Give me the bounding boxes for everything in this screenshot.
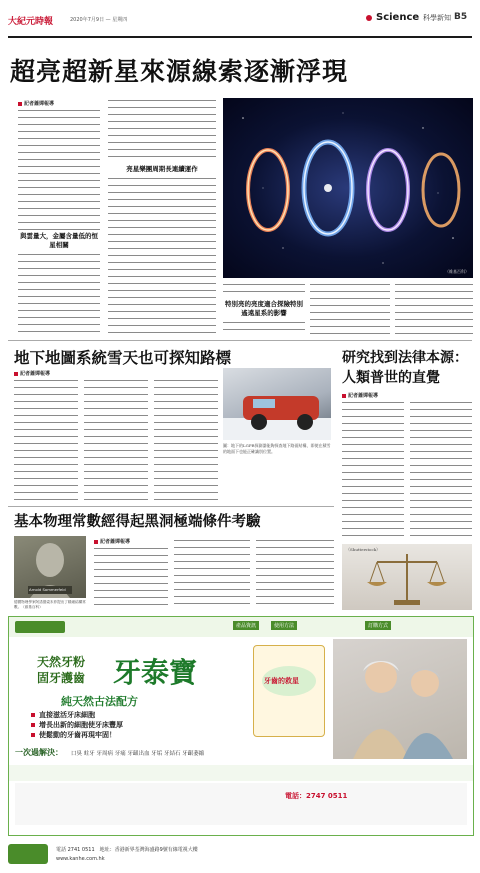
article2-caption: 圖：地下的LGPR探測器能夠探查地下路面結構，即使在積雪的地面下也能正確識別位置。 <box>223 443 331 454</box>
main-text-column-1b <box>18 254 100 334</box>
page-footer <box>8 840 472 868</box>
article2-column-3 <box>154 380 218 500</box>
ad-bullet-3: 使鬆動的牙齒再現牢固！ <box>39 730 116 739</box>
bullet-icon <box>31 733 35 737</box>
main-headline: 超亮超新星來源線索逐漸浮現 <box>10 57 349 86</box>
ad-order-button[interactable]: 訂購方式 <box>365 621 391 630</box>
section-divider <box>8 340 472 341</box>
product-box <box>253 645 325 737</box>
article4-column-1 <box>94 548 168 606</box>
article4-headline: 基本物理常數經得起黑洞極端條件考驗 <box>14 513 261 530</box>
toothpowder-advertisement <box>8 616 474 836</box>
article3-byline: 記者蕭嬋報導 <box>342 392 378 399</box>
supernova-illustration <box>223 98 473 278</box>
bullet-icon <box>31 713 35 717</box>
supernova-photo <box>223 98 473 278</box>
product-box-label: 牙齒的救星 <box>264 676 299 685</box>
ad-phone: 電話：2747 0511 <box>285 792 348 800</box>
article2-headline: 地下地圖系統雪天也可探知路標 <box>14 348 232 367</box>
article2-byline: 記者蕭嬋報導 <box>14 370 50 377</box>
ad-bullet-2: 增長出新的細胞使牙床豐厚 <box>39 720 123 729</box>
pull-quote-2: 特別亮的亮度適合探險特別遙遠星系的影響 <box>225 300 303 317</box>
article2-column-1 <box>14 380 78 500</box>
justice-photo <box>342 544 472 610</box>
ad-slogan: 純天然古法配方 <box>61 695 138 708</box>
ad-solve-items: 口臭 蛀牙 牙周病 牙痛 牙齦出血 牙垢 牙結石 牙齦萎縮 <box>71 751 205 757</box>
section-dot-icon <box>366 15 372 21</box>
car-illustration <box>223 368 331 440</box>
sommerfeld-bust-photo <box>14 536 86 598</box>
article3-headline-1: 研究找到法律本源： <box>342 350 468 366</box>
sidebar-subhead-1: 與雲量大，金屬含量低的恒星相關 <box>20 232 98 249</box>
elderly-couple-photo <box>333 639 467 759</box>
section-name: Science <box>376 12 420 23</box>
article2-column-2 <box>84 380 148 500</box>
photo-caption: （維基百科） <box>445 269 469 274</box>
ad-usage-button[interactable]: 使用方法 <box>271 621 297 630</box>
main-text-column-2 <box>108 100 216 160</box>
snow-car-photo <box>223 368 331 440</box>
main-text-column-4 <box>310 284 390 334</box>
ad-brand-name: 牙泰寶 <box>113 656 198 689</box>
header-rule <box>8 36 472 38</box>
scales-of-justice-icon <box>342 544 472 610</box>
ad-brand-logo <box>15 621 65 633</box>
main-text-column-1 <box>18 110 100 230</box>
article3-column-2 <box>410 402 472 542</box>
article3-caption: （Shutterstock） <box>346 547 381 552</box>
section-name-zh: 科學新知 <box>423 14 451 22</box>
article4-caption: 德國物理學家阿諾德索末菲提出了精細結構常數。（維基百科） <box>14 600 86 609</box>
page-header <box>0 0 480 44</box>
main-text-column-5 <box>395 284 473 334</box>
ad-bullet-1: 直接滋活牙床細胞 <box>39 710 95 719</box>
bust-plaque: Arnold Sommerfeld <box>29 587 66 592</box>
main-text-column-2b <box>108 178 216 334</box>
bullet-icon <box>31 723 35 727</box>
ad-tagline-1: 天然牙粉 <box>37 655 86 669</box>
page-number: B5 <box>454 12 468 22</box>
footer-logo-icon <box>8 844 48 864</box>
newspaper-logo: 大紀元時報 <box>8 17 54 27</box>
couple-illustration <box>333 639 467 759</box>
article4-byline: 記者蕭嬋報導 <box>94 538 130 545</box>
footer-text: 電話 2741 0511 地址：香港新界荃灣海盛路9號有線電視大樓 <box>56 847 198 853</box>
section-divider-2 <box>8 506 334 507</box>
footer-website[interactable]: www.kanhe.com.hk <box>56 856 105 862</box>
article4-column-3 <box>256 540 334 606</box>
main-byline: 記者蕭嬋報導 <box>18 100 54 107</box>
article3-headline-2: 人類普世的直覺 <box>342 370 440 386</box>
ad-tagline-2: 固牙護齒 <box>37 671 86 685</box>
ad-solve-strip <box>9 765 473 781</box>
sidebar-subhead-2: 亮星樂團周期長連續運作 <box>126 165 198 173</box>
main-text-column-3b <box>223 322 305 334</box>
ad-solve-label: 一次過解決： <box>15 747 63 757</box>
article4-column-2 <box>174 540 250 606</box>
article3-column-1 <box>342 402 404 542</box>
ad-info-button[interactable]: 產品資訊 <box>233 621 259 630</box>
main-text-column-3 <box>223 284 305 296</box>
ad-contact-area <box>15 783 467 825</box>
issue-date: 2020年7月9日 — 星期四 <box>70 17 128 23</box>
